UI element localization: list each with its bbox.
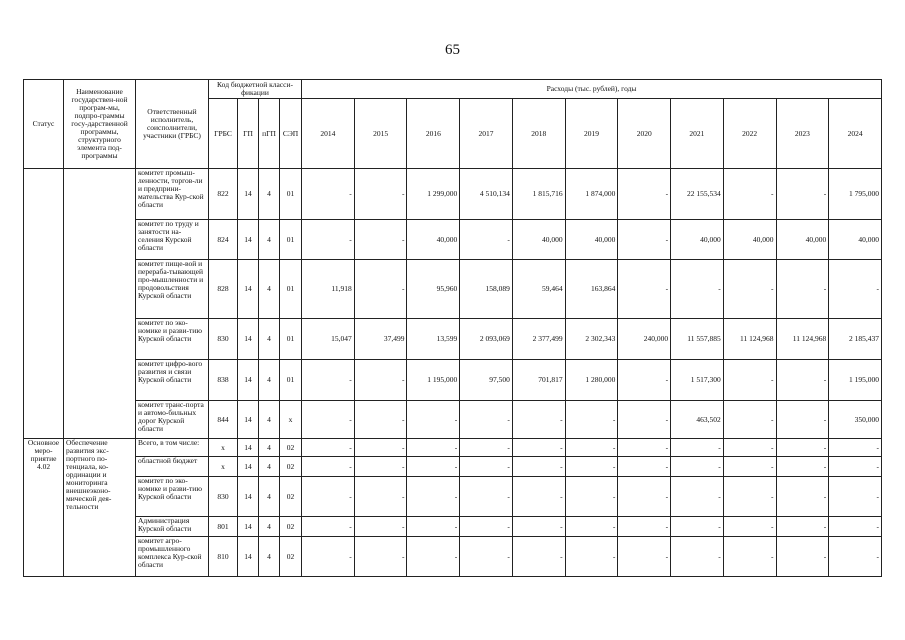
header-year: 2023 (776, 99, 829, 169)
value-cell: - (776, 537, 829, 577)
value-cell: - (723, 169, 776, 220)
value-cell: - (512, 439, 565, 457)
value-cell: - (354, 477, 407, 517)
value-cell: - (618, 537, 671, 577)
code-cell: 4 (259, 220, 280, 260)
code-cell: 824 (209, 220, 238, 260)
value-cell: - (776, 439, 829, 457)
value-cell: 240,000 (618, 319, 671, 360)
code-cell: 14 (238, 220, 259, 260)
header-year: 2024 (829, 99, 882, 169)
executor-cell: областной бюджет (136, 457, 209, 477)
value-cell: 40,000 (723, 220, 776, 260)
value-cell: - (354, 439, 407, 457)
code-cell: 4 (259, 457, 280, 477)
code-cell: 810 (209, 537, 238, 577)
value-cell: - (460, 220, 513, 260)
table-row (24, 319, 882, 360)
value-cell: - (460, 457, 513, 477)
header-year: 2019 (565, 99, 618, 169)
table-row (24, 401, 882, 439)
value-cell: - (618, 457, 671, 477)
header-code: ГРБС (209, 99, 238, 169)
value-cell: - (407, 517, 460, 537)
code-cell: 4 (259, 477, 280, 517)
value-cell: - (407, 439, 460, 457)
value-cell: 1 195,000 (407, 360, 460, 401)
value-cell: - (723, 401, 776, 439)
value-cell: - (354, 457, 407, 477)
value-cell: - (354, 537, 407, 577)
value-cell: - (460, 439, 513, 457)
code-cell: 4 (259, 537, 280, 577)
executor-cell: комитет по эко-номике и разви-тию Курской области (136, 319, 209, 360)
value-cell: - (565, 457, 618, 477)
status-cell (24, 169, 64, 439)
value-cell: 59,464 (512, 260, 565, 319)
value-cell: - (618, 360, 671, 401)
header-year: 2015 (354, 99, 407, 169)
value-cell: - (618, 401, 671, 439)
value-cell: 158,089 (460, 260, 513, 319)
value-cell: 163,864 (565, 260, 618, 319)
value-cell: - (776, 477, 829, 517)
code-cell: 02 (280, 439, 302, 457)
value-cell: - (565, 439, 618, 457)
code-cell: 01 (280, 260, 302, 319)
code-cell: 830 (209, 319, 238, 360)
header-year: 2021 (671, 99, 724, 169)
value-cell: - (723, 457, 776, 477)
value-cell: - (460, 517, 513, 537)
code-cell: 14 (238, 517, 259, 537)
value-cell: - (829, 457, 882, 477)
value-cell: 97,500 (460, 360, 513, 401)
code-cell: x (209, 457, 238, 477)
code-cell: 14 (238, 169, 259, 220)
code-cell: 02 (280, 537, 302, 577)
executor-cell: комитет транс-порта и автомо-бильных дорог Курской области (136, 401, 209, 439)
code-cell: 844 (209, 401, 238, 439)
value-cell: 1 795,000 (829, 169, 882, 220)
table-row (24, 260, 882, 319)
executor-cell: комитет пище-вой и перераба-тывающей про-мышленности и продовольствия Курской области (136, 260, 209, 319)
code-cell: 01 (280, 360, 302, 401)
table-row (24, 517, 882, 537)
value-cell: - (671, 260, 724, 319)
value-cell: - (671, 457, 724, 477)
value-cell: - (829, 260, 882, 319)
value-cell: - (829, 537, 882, 577)
value-cell: - (829, 439, 882, 457)
code-cell: 14 (238, 477, 259, 517)
header-year: 2018 (512, 99, 565, 169)
code-cell: 02 (280, 457, 302, 477)
code-cell: 14 (238, 537, 259, 577)
header-year: 2022 (723, 99, 776, 169)
executor-cell: комитет агро-промышленного комплекса Кур-ской области (136, 537, 209, 577)
code-cell: 4 (259, 360, 280, 401)
program-name-cell: Обеспечение развития экс-портного по-тенциала, ко-ординации и мониторинга внешнеэконо-мической дея-тельности (64, 439, 136, 577)
value-cell: - (618, 517, 671, 537)
executor-cell: комитет промыш-ленности, торгов-ли и предприни-мательства Кур-ской области (136, 169, 209, 220)
value-cell: - (512, 517, 565, 537)
header-year: 2020 (618, 99, 671, 169)
code-cell: 01 (280, 169, 302, 220)
budget-table (23, 79, 882, 577)
value-cell: 13,599 (407, 319, 460, 360)
value-cell: 701,817 (512, 360, 565, 401)
table-row (24, 457, 882, 477)
value-cell: - (407, 457, 460, 477)
executor-cell: комитет цифро-вого развития и связи Курской области (136, 360, 209, 401)
value-cell: 11 124,968 (776, 319, 829, 360)
value-cell: 40,000 (671, 220, 724, 260)
value-cell: 2 377,499 (512, 319, 565, 360)
value-cell: 1 815,716 (512, 169, 565, 220)
value-cell: - (302, 220, 355, 260)
code-cell: 801 (209, 517, 238, 537)
value-cell: - (302, 169, 355, 220)
value-cell: - (407, 477, 460, 517)
value-cell: 15,047 (302, 319, 355, 360)
value-cell: - (302, 457, 355, 477)
executor-cell: комитет по труду и занятости на-селения Курской области (136, 220, 209, 260)
value-cell: - (354, 220, 407, 260)
code-cell: 4 (259, 319, 280, 360)
value-cell: 1 299,000 (407, 169, 460, 220)
value-cell: - (354, 360, 407, 401)
executor-cell: комитет по эко-номике и разви-тию Курской области (136, 477, 209, 517)
value-cell: - (723, 537, 776, 577)
value-cell: 40,000 (776, 220, 829, 260)
value-cell: - (618, 220, 671, 260)
value-cell: 2 093,069 (460, 319, 513, 360)
code-cell: 14 (238, 457, 259, 477)
program-name-cell (64, 169, 136, 439)
value-cell: 4 510,134 (460, 169, 513, 220)
value-cell: - (671, 537, 724, 577)
value-cell: - (776, 360, 829, 401)
header-year: 2017 (460, 99, 513, 169)
value-cell: - (723, 477, 776, 517)
value-cell: - (618, 169, 671, 220)
header-code: СЭП (280, 99, 302, 169)
table-row (24, 360, 882, 401)
code-cell: 4 (259, 517, 280, 537)
value-cell: 463,502 (671, 401, 724, 439)
value-cell: - (618, 477, 671, 517)
value-cell: - (354, 169, 407, 220)
value-cell: - (512, 537, 565, 577)
value-cell: 40,000 (512, 220, 565, 260)
value-cell: - (407, 537, 460, 577)
value-cell: - (407, 401, 460, 439)
code-cell: 822 (209, 169, 238, 220)
value-cell: - (512, 457, 565, 477)
value-cell: - (829, 477, 882, 517)
value-cell: - (723, 260, 776, 319)
header-code: пГП (259, 99, 280, 169)
value-cell: - (460, 537, 513, 577)
value-cell: - (460, 401, 513, 439)
value-cell: - (354, 401, 407, 439)
value-cell: 11 557,885 (671, 319, 724, 360)
code-cell: 14 (238, 260, 259, 319)
value-cell: - (671, 439, 724, 457)
header-year: 2016 (407, 99, 460, 169)
page-number: 65 (445, 42, 460, 58)
value-cell: 1 280,000 (565, 360, 618, 401)
value-cell: - (302, 360, 355, 401)
code-cell: x (209, 439, 238, 457)
code-cell: 01 (280, 319, 302, 360)
header-program-name: Наименование государствен-ной програм-мы, подпро-граммы госу-дарственной программы, структурного элемента под-программы (64, 80, 136, 169)
status-cell: Основное меро-приятие 4.02 (24, 439, 64, 577)
value-cell: 1 874,000 (565, 169, 618, 220)
header-expenses-group: Расходы (тыс. рублей), годы (302, 80, 882, 99)
value-cell: - (829, 517, 882, 537)
table-row (24, 537, 882, 577)
code-cell: 838 (209, 360, 238, 401)
value-cell: 1 517,300 (671, 360, 724, 401)
value-cell: - (565, 401, 618, 439)
value-cell: 40,000 (565, 220, 618, 260)
table-row (24, 169, 882, 220)
value-cell: - (565, 517, 618, 537)
value-cell: - (302, 439, 355, 457)
value-cell: - (512, 401, 565, 439)
header-code: ГП (238, 99, 259, 169)
value-cell: - (671, 517, 724, 537)
value-cell: - (723, 360, 776, 401)
header-year: 2014 (302, 99, 355, 169)
value-cell: - (302, 401, 355, 439)
header-code-group: Код бюджетной класси-фикации (209, 80, 302, 99)
code-cell: 02 (280, 477, 302, 517)
code-cell: 4 (259, 401, 280, 439)
executor-cell: Администрация Курской области (136, 517, 209, 537)
value-cell: - (618, 260, 671, 319)
executor-cell: Всего, в том числе: (136, 439, 209, 457)
header-status: Статус (24, 80, 64, 169)
value-cell: - (776, 401, 829, 439)
code-cell: 830 (209, 477, 238, 517)
value-cell: - (512, 477, 565, 517)
code-cell: 14 (238, 360, 259, 401)
value-cell: - (302, 537, 355, 577)
code-cell: 01 (280, 220, 302, 260)
value-cell: - (776, 517, 829, 537)
code-cell: 14 (238, 319, 259, 360)
value-cell: 95,960 (407, 260, 460, 319)
value-cell: - (565, 477, 618, 517)
value-cell: - (776, 260, 829, 319)
value-cell: 350,000 (829, 401, 882, 439)
code-cell: 4 (259, 169, 280, 220)
value-cell: 2 302,343 (565, 319, 618, 360)
value-cell: - (302, 517, 355, 537)
code-cell: 4 (259, 439, 280, 457)
code-cell: 02 (280, 517, 302, 537)
value-cell: - (618, 439, 671, 457)
code-cell: 14 (238, 439, 259, 457)
code-cell: 828 (209, 260, 238, 319)
value-cell: 1 195,000 (829, 360, 882, 401)
value-cell: - (776, 169, 829, 220)
value-cell: - (302, 477, 355, 517)
value-cell: 11,918 (302, 260, 355, 319)
value-cell: - (354, 517, 407, 537)
value-cell: 11 124,968 (723, 319, 776, 360)
value-cell: - (565, 537, 618, 577)
value-cell: - (723, 439, 776, 457)
value-cell: - (723, 517, 776, 537)
code-cell: 4 (259, 260, 280, 319)
value-cell: 22 155,534 (671, 169, 724, 220)
value-cell: 2 185,437 (829, 319, 882, 360)
code-cell: x (280, 401, 302, 439)
value-cell: - (460, 477, 513, 517)
value-cell: 40,000 (829, 220, 882, 260)
header-executor: Ответственный исполнитель, соисполнители, участники (ГРБС) (136, 80, 209, 169)
value-cell: - (776, 457, 829, 477)
table-row (24, 477, 882, 517)
value-cell: 40,000 (407, 220, 460, 260)
value-cell: - (671, 477, 724, 517)
value-cell: 37,499 (354, 319, 407, 360)
value-cell: - (354, 260, 407, 319)
code-cell: 14 (238, 401, 259, 439)
table-row (24, 439, 882, 457)
table-row (24, 220, 882, 260)
